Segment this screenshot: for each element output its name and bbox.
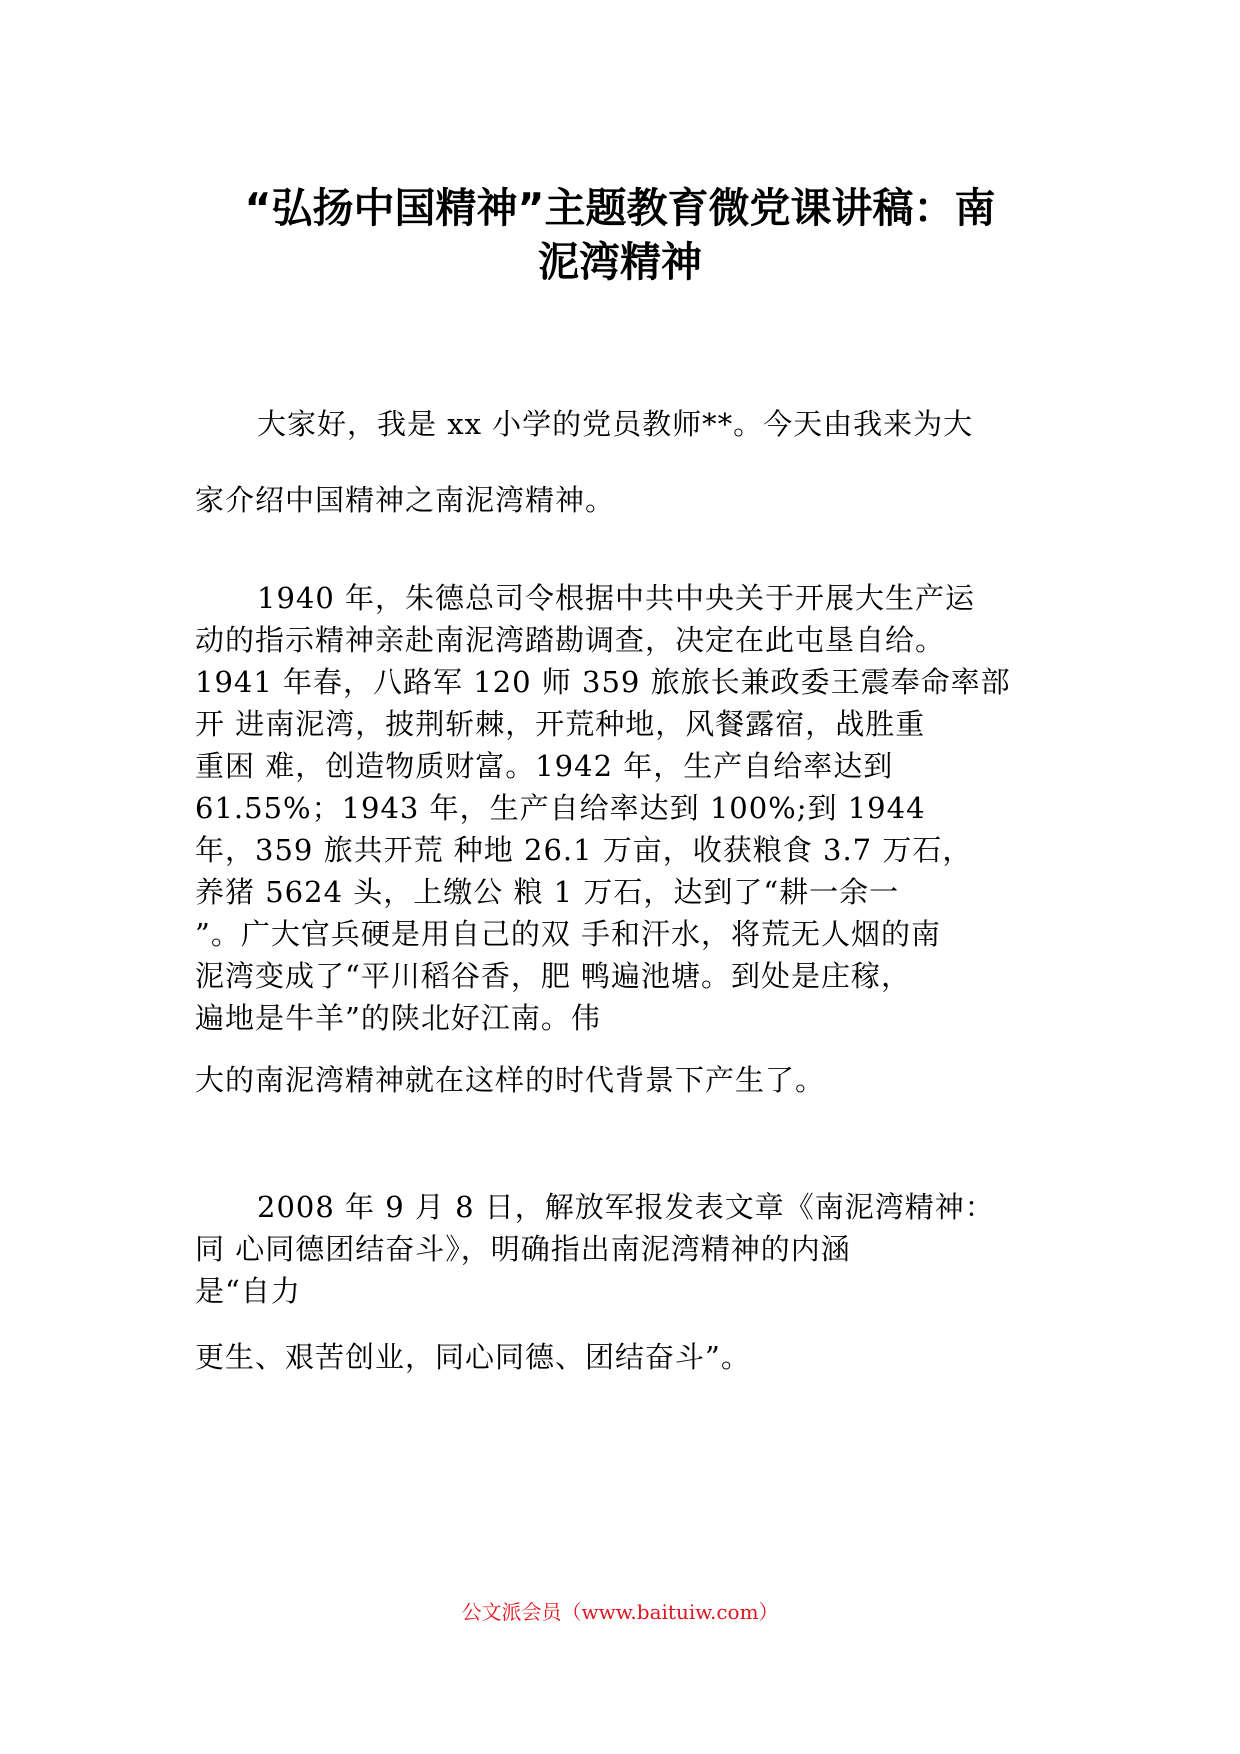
page-title-line-2: 泥湾精神 xyxy=(538,238,702,286)
paragraph-2-line-1: 1940 年，朱德总司令根据中共中央关于开展大生产运 xyxy=(257,581,976,615)
paragraph-2-line-12: 大的南泥湾精神就在这样的时代背景下产生了。 xyxy=(195,1063,826,1097)
paragraph-2-line-6: 61.55%；1943 年，生产自给率达到 100%;到 1944 xyxy=(195,791,926,825)
footer-link[interactable]: 公文派会员（www.baituiw.com） xyxy=(461,1600,779,1624)
paragraph-2-line-10: 泥湾变成了“平川稻谷香，肥 鸭遍池塘。到处是庄稼， xyxy=(195,959,912,993)
paragraph-2-line-4: 开 进南泥湾，披荆斩棘，开荒种地，风餐露宿，战胜重 xyxy=(195,707,926,741)
paragraph-2-line-2: 动的指示精神亲赴南泥湾踏勘调查，决定在此屯垦自给。 xyxy=(195,623,946,657)
paragraph-3-line-1: 2008 年 9 月 8 日，解放军报发表文章《南泥湾精神： xyxy=(257,1190,995,1224)
paragraph-3-line-3: 是“自力 xyxy=(195,1274,301,1308)
page-title-line-1: “弘扬中国精神”主题教育微党课讲稿：南 xyxy=(244,184,996,232)
paragraph-3-line-4: 更生、艰苦创业，同心同德、团结奋斗”。 xyxy=(195,1340,751,1374)
paragraph-1-line-2: 家介绍中国精神之南泥湾精神。 xyxy=(195,483,616,517)
paragraph-3-line-2: 同 心同德团结奋斗》，明确指出南泥湾精神的内涵 xyxy=(195,1232,851,1266)
paragraph-2-line-5: 重困 难，创造物质财富。1942 年，生产自给率达到 xyxy=(195,749,894,783)
paragraph-1-line-1: 大家好，我是 xx 小学的党员教师**。今天由我来为大 xyxy=(257,407,974,441)
paragraph-2-line-3: 1941 年春，八路军 120 师 359 旅旅长兼政委王震奉命率部 xyxy=(195,665,1011,699)
paragraph-2-line-11: 遍地是牛羊”的陕北好江南。伟 xyxy=(195,1001,601,1035)
paragraph-2-line-7: 年，359 旅共开荒 种地 26.1 万亩，收获粮食 3.7 万石， xyxy=(195,833,973,867)
paragraph-2-line-9: ”。广大官兵硬是用自己的双 手和汗水，将荒无人烟的南 xyxy=(195,917,942,951)
paragraph-2-line-8: 养猪 5624 头，上缴公 粮 1 万石，达到了“耕一余一 xyxy=(195,875,900,909)
